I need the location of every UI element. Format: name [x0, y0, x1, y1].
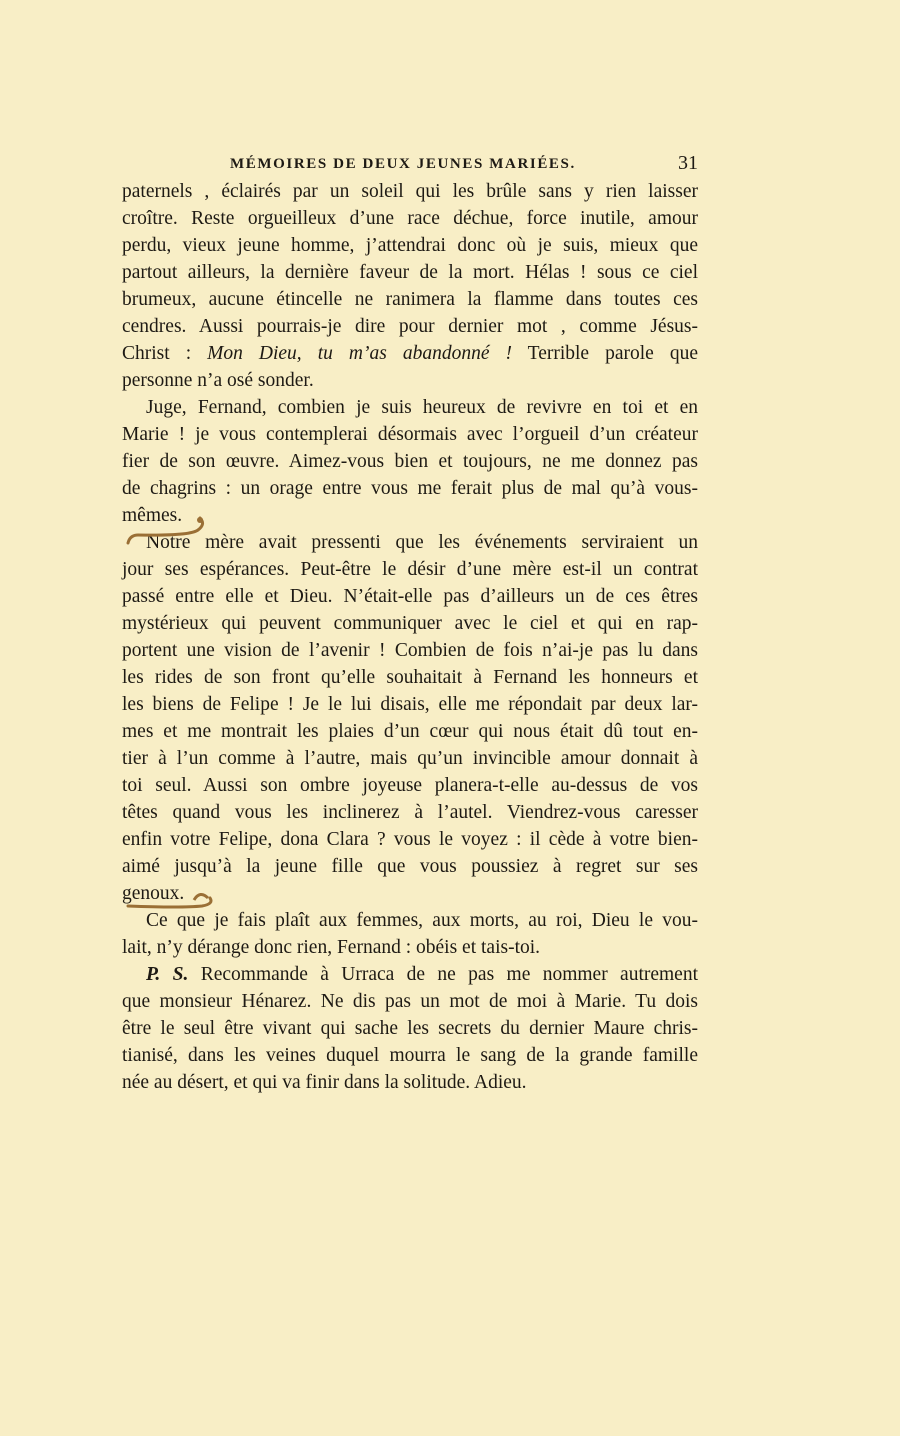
- text-segment: de chagrins : un orage entre vous me ferait plus de mal qu’à vous-: [122, 478, 698, 499]
- text-line: [122, 1015, 698, 1042]
- page-header: [122, 152, 698, 178]
- text-line: [122, 772, 698, 799]
- text-line: [122, 394, 698, 421]
- text-segment: mes et me montrait les plaies d’un cœur qui nous était dû tout en-: [122, 721, 698, 742]
- text-segment: Recommande à Urraca de ne pas me nommer autrement: [188, 964, 698, 985]
- text-segment: Notre mère avait pressenti que les événements serviraient un: [146, 532, 698, 553]
- text-line: [122, 988, 698, 1015]
- text-line: [122, 961, 698, 988]
- paragraph-break-mark-2: [116, 886, 216, 916]
- text-line: [122, 421, 698, 448]
- text-line: [122, 745, 698, 772]
- text-line: [122, 718, 698, 745]
- text-line: [122, 1042, 698, 1069]
- text-segment: tianisé, dans les veines duquel mourra le sang de la grande famille: [122, 1045, 698, 1066]
- text-line: [122, 556, 698, 583]
- text-segment: Ce que je fais plaît aux femmes, aux morts, au roi, Dieu le vou-: [146, 910, 698, 931]
- text-segment: brumeux, aucune étincelle ne ranimera la flamme dans toutes ces: [122, 289, 698, 310]
- text-segment: paternels , éclairés par un soleil qui les brûle sans y rien laisser: [122, 181, 698, 202]
- text-line: [122, 340, 698, 367]
- text-segment: Marie ! je vous contemplerai désormais avec l’orgueil d’un créateur: [122, 424, 698, 445]
- page-number: 31: [678, 152, 698, 174]
- text-line: [122, 367, 698, 394]
- text-line: [122, 826, 698, 853]
- text-segment: perdu, vieux jeune homme, j’attendrai donc où je suis, mieux que: [122, 235, 698, 256]
- text-line: [122, 259, 698, 286]
- text-segment: croître. Reste orgueilleux d’une race déchue, force inutile, amour: [122, 208, 698, 229]
- text-segment: cendres. Aussi pourrais-je dire pour dernier mot , comme Jésus-: [122, 316, 698, 337]
- text-segment: personne n’a osé sonder.: [122, 370, 314, 391]
- text-line: [122, 502, 698, 529]
- text-segment: mystérieux qui peuvent communiquer avec le ciel et qui en rap-: [122, 613, 698, 634]
- text-segment: Christ :: [122, 343, 208, 364]
- text-segment: lait, n’y dérange donc rien, Fernand : obéis et tais-toi.: [122, 937, 541, 958]
- text-line: [122, 313, 698, 340]
- text-line: [122, 205, 698, 232]
- italic-text-segment: Mon Dieu, tu m’as abandonné !: [207, 343, 512, 364]
- text-segment: jour ses espérances. Peut-être le désir d’une mère est-il un contrat: [122, 559, 698, 580]
- text-segment: passé entre elle et Dieu. N’était-elle pas d’ailleurs un de ces êtres: [122, 586, 698, 607]
- text-line: [122, 475, 698, 502]
- text-segment: genoux.: [122, 883, 185, 904]
- text-segment: Terrible parole que: [511, 343, 698, 364]
- text-line: [122, 799, 698, 826]
- text-line: [122, 448, 698, 475]
- text-line: [122, 637, 698, 664]
- text-line: [122, 853, 698, 880]
- text-line: [122, 691, 698, 718]
- text-segment: toi seul. Aussi son ombre joyeuse planera-t-elle au-dessus de vos: [122, 775, 698, 796]
- text-line: [122, 529, 698, 556]
- text-segment: aimé jusqu’à la jeune fille que vous poussiez à regret sur ses: [122, 856, 698, 877]
- text-segment: être le seul être vivant qui sache les secrets du dernier Maure chris-: [122, 1018, 698, 1039]
- text-segment: partout ailleurs, la dernière faveur de la mort. Hélas ! sous ce ciel: [122, 262, 698, 283]
- text-segment: tier à l’un comme à l’autre, mais qu’un invincible amour donnait à: [122, 748, 698, 769]
- text-segment: née au désert, et qui va finir dans la solitude. Adieu.: [122, 1072, 527, 1093]
- text-line: [122, 934, 698, 961]
- text-segment: enfin votre Felipe, dona Clara ? vous le voyez : il cède à votre bien-: [122, 829, 698, 850]
- text-line: [122, 664, 698, 691]
- text-line: [122, 610, 698, 637]
- text-line: [122, 286, 698, 313]
- paragraph-break-mark-1: [118, 512, 208, 548]
- page-body-text: [122, 178, 698, 1096]
- text-segment: que monsieur Hénarez. Ne dis pas un mot de moi à Marie. Tu dois: [122, 991, 698, 1012]
- text-segment: portent une vision de l’avenir ! Combien de fois n’ai-je pas lu dans: [122, 640, 698, 661]
- text-line: [122, 1069, 698, 1096]
- text-segment: têtes quand vous les inclinerez à l’autel. Viendrez-vous caresser: [122, 802, 698, 823]
- text-segment: les rides de son front qu’elle souhaitait à Fernand les honneurs et: [122, 667, 698, 688]
- text-segment: mêmes.: [122, 505, 183, 526]
- text-segment: fier de son œuvre. Aimez-vous bien et toujours, ne me donnez pas: [122, 451, 698, 472]
- text-line: [122, 178, 698, 205]
- italic-text-segment: P. S.: [146, 964, 189, 985]
- running-title: MÉMOIRES DE DEUX JEUNES MARIÉES.: [230, 156, 576, 172]
- text-line: [122, 232, 698, 259]
- text-segment: Juge, Fernand, combien je suis heureux de revivre en toi et en: [146, 397, 698, 418]
- text-segment: les biens de Felipe ! Je le lui disais, elle me répondait par deux lar-: [122, 694, 698, 715]
- text-line: [122, 583, 698, 610]
